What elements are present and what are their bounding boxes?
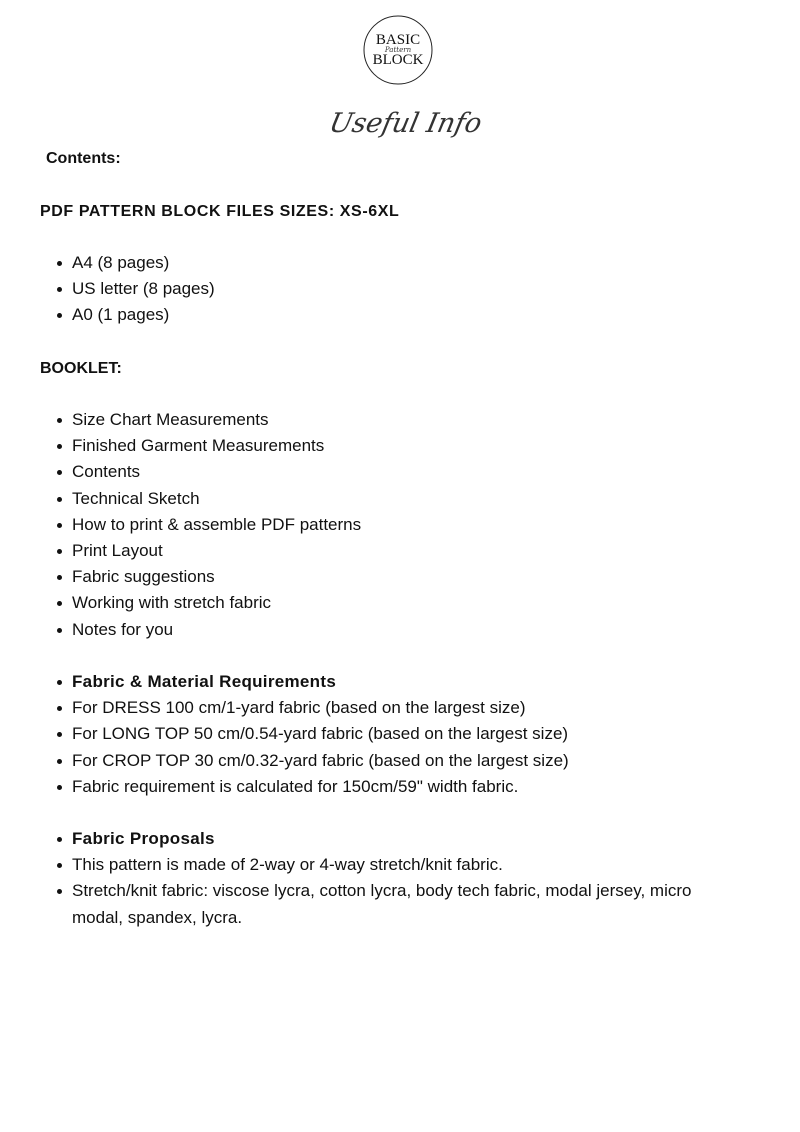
contents-heading: Contents:: [46, 150, 121, 167]
list-item: A0 (1 pages): [72, 302, 215, 328]
list-item: Print Layout: [72, 538, 361, 564]
list-item: For CROP TOP 30 cm/0.32-yard fabric (based on the largest size): [72, 748, 569, 774]
fabric-proposals-heading: Fabric Proposals: [72, 826, 732, 852]
page-title: [310, 98, 500, 146]
list-item: Technical Sketch: [72, 486, 361, 512]
logo-text-pattern: Pattern: [384, 46, 412, 54]
list-item: Fabric requirement is calculated for 150cm/59" width fabric.: [72, 774, 569, 800]
pdf-files-heading: PDF PATTERN BLOCK FILES SIZES: XS-6XL: [40, 203, 400, 220]
list-item: Stretch/knit fabric: viscose lycra, cotton lycra, body tech fabric, modal jersey, micro modal, spandex, lycra.: [72, 878, 732, 930]
page-title-text: Useful Info: [326, 108, 485, 139]
fabric-requirements-list: [72, 669, 569, 800]
booklet-list: [72, 407, 361, 643]
logo-text-basic: BASIC: [375, 32, 421, 48]
fabric-requirements-heading: Fabric & Material Requirements: [72, 669, 569, 695]
list-item: A4 (8 pages): [72, 250, 215, 276]
brand-logo: [362, 14, 434, 86]
logo-text-block: BLOCK: [372, 52, 424, 68]
list-item: How to print & assemble PDF patterns: [72, 512, 361, 538]
booklet-heading: BOOKLET:: [40, 360, 122, 377]
list-item: US letter (8 pages): [72, 276, 215, 302]
fabric-proposals-list: [72, 826, 732, 931]
list-item: For DRESS 100 cm/1-yard fabric (based on the largest size): [72, 695, 569, 721]
list-item: Fabric suggestions: [72, 564, 361, 590]
list-item: Finished Garment Measurements: [72, 433, 361, 459]
list-item: This pattern is made of 2-way or 4-way stretch/knit fabric.: [72, 852, 732, 878]
pdf-files-list: [72, 250, 215, 329]
list-item: Contents: [72, 459, 361, 485]
list-item: Working with stretch fabric: [72, 590, 361, 616]
list-item: Notes for you: [72, 617, 361, 643]
list-item: For LONG TOP 50 cm/0.54-yard fabric (based on the largest size): [72, 721, 569, 747]
list-item: Size Chart Measurements: [72, 407, 361, 433]
